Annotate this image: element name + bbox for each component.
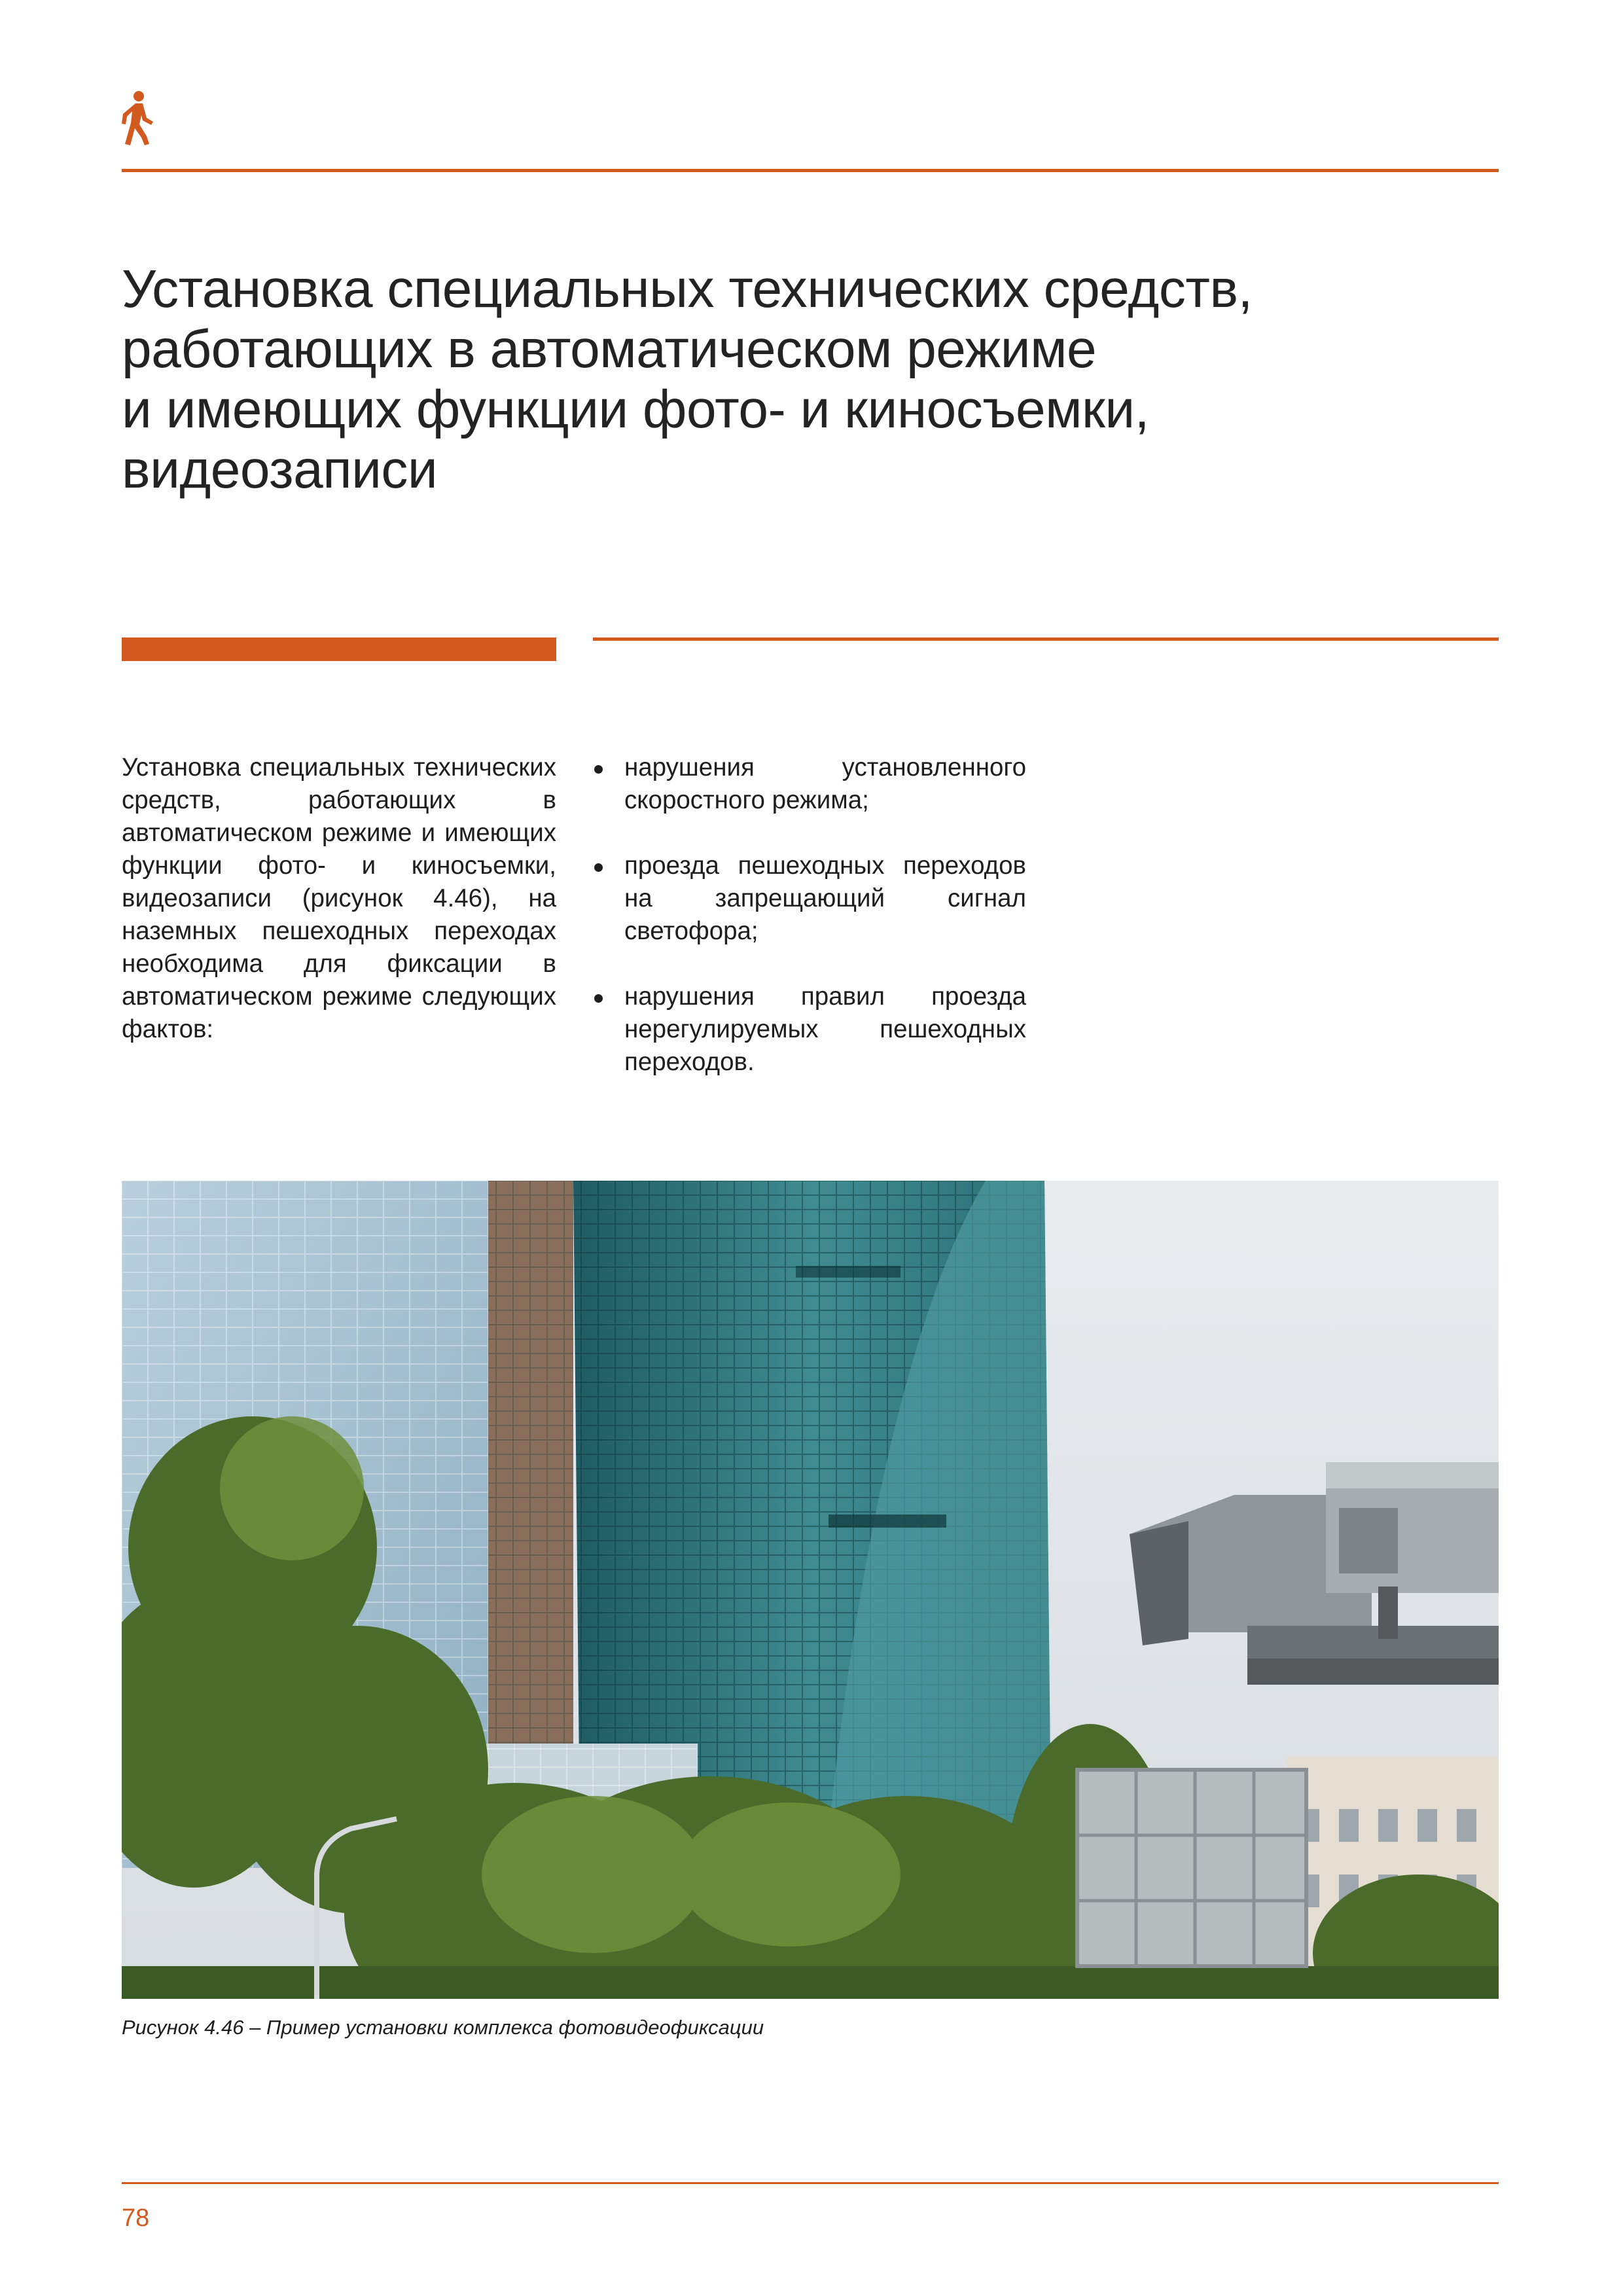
title-line: видеозаписи: [122, 440, 438, 499]
figure-caption: Рисунок 4.46 – Пример установки комплекса фотовидеофиксации: [122, 2016, 764, 2039]
list-item-text: проезда пешеходных переходов на запрещающий сигнал светофора;: [624, 852, 1026, 945]
title-line: Установка специальных технических средств,: [122, 259, 1253, 319]
title-line: и имеющих функции фото- и киносъемки,: [122, 380, 1149, 439]
bullet-icon: [594, 994, 603, 1003]
photo-scene: [122, 1181, 1499, 1999]
list-item: [593, 850, 1026, 948]
section-bar-left: [122, 637, 556, 661]
intro-paragraph: Установка специальных технических средств, работающих в автоматическом режиме и имеющих функции фото- и киносъемки, видеозаписи (рисунок 4.46), на наземных пешеходных переходах необходима для фиксации в автоматическом режиме следующих фактов:: [122, 753, 556, 1043]
header-rule: [122, 169, 1499, 172]
pedestrian-icon: [118, 90, 154, 145]
page-title: [122, 259, 1431, 500]
figure-photo: [122, 1181, 1499, 1999]
list-item-text: нарушения правил проезда нерегулируемых пешеходных переходов.: [624, 982, 1026, 1076]
footer-rule: [122, 2182, 1499, 2184]
bullet-icon: [594, 765, 603, 774]
list-item: [593, 980, 1026, 1079]
title-line: работающих в автоматическом режиме: [122, 319, 1097, 379]
bullet-list: [593, 751, 1026, 1111]
bullet-icon: [594, 863, 603, 872]
page-number: 78: [122, 2204, 150, 2232]
list-item-text: нарушения установленного скоростного режима;: [624, 753, 1026, 814]
section-bar-right: [593, 637, 1499, 641]
list-item: [593, 751, 1026, 817]
